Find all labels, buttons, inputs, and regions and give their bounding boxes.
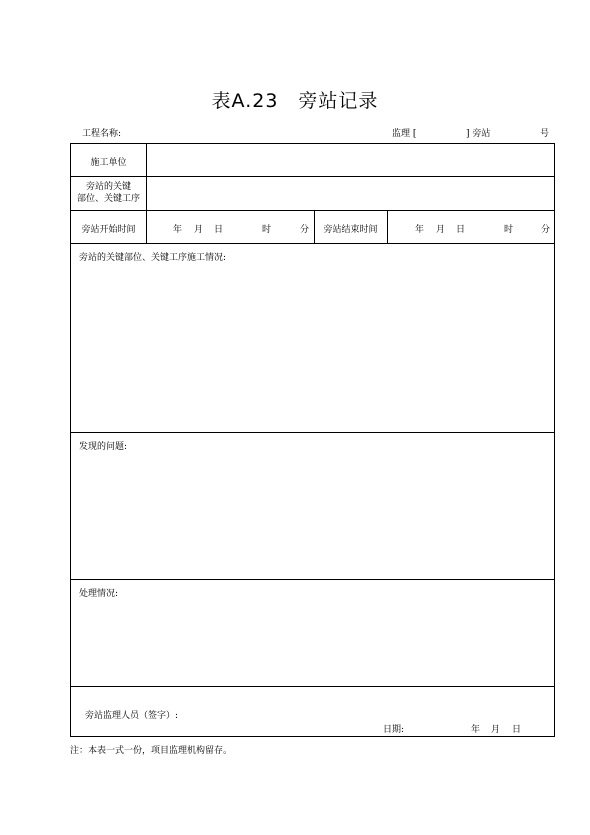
construction-unit-field[interactable] xyxy=(149,148,551,174)
row-divider xyxy=(71,579,554,580)
row-divider xyxy=(71,432,554,433)
handling-field[interactable] xyxy=(77,602,547,680)
start-time-label: 旁站开始时间 xyxy=(81,225,136,235)
start-year-unit: 年 xyxy=(173,225,183,235)
column-divider xyxy=(387,210,388,243)
key-parts-label-line1: 旁站的关键 xyxy=(85,182,131,192)
date-year-unit: 年 xyxy=(471,725,481,735)
row-divider xyxy=(71,176,554,177)
page-title: 表A.23 旁站记录 xyxy=(211,90,379,112)
date-day-unit: 日 xyxy=(512,725,522,735)
situation-label: 旁站的关键部位、关键工序施工情况: xyxy=(79,253,227,263)
handling-label: 处理情况: xyxy=(79,589,119,599)
date-label: 日期: xyxy=(383,725,405,735)
problems-label: 发现的问题: xyxy=(79,442,128,452)
supervision-prefix: 监理 [ xyxy=(392,129,417,139)
construction-unit-label: 施工单位 xyxy=(90,158,127,168)
end-hour-unit: 时 xyxy=(504,225,514,235)
end-day-unit: 日 xyxy=(456,225,466,235)
number-label: 号 xyxy=(540,129,550,139)
start-minute-unit: 分 xyxy=(300,225,310,235)
key-parts-label-line2: 部位、关键工序 xyxy=(76,194,140,204)
start-day-unit: 日 xyxy=(214,225,224,235)
end-minute-unit: 分 xyxy=(541,225,551,235)
date-month-unit: 月 xyxy=(491,725,501,735)
project-name-label: 工程名称: xyxy=(82,129,122,139)
column-divider xyxy=(146,144,147,243)
key-parts-field[interactable] xyxy=(149,180,551,208)
signature-field[interactable] xyxy=(206,704,376,722)
supervision-suffix: ] 旁站 xyxy=(466,129,491,139)
start-hour-unit: 时 xyxy=(262,225,272,235)
problems-field[interactable] xyxy=(77,455,547,573)
footnote: 注：本表一式一份，项目监理机构留存。 xyxy=(70,746,233,756)
row-divider xyxy=(71,210,554,211)
row-divider xyxy=(71,243,554,244)
end-year-unit: 年 xyxy=(415,225,425,235)
record-table xyxy=(70,143,555,737)
signature-label: 旁站监理人员（签字）: xyxy=(85,711,179,721)
start-month-unit: 月 xyxy=(194,225,204,235)
situation-field[interactable] xyxy=(77,266,547,426)
key-parts-label xyxy=(71,181,146,205)
row-divider xyxy=(71,686,554,687)
end-time-label: 旁站结束时间 xyxy=(323,225,378,235)
end-month-unit: 月 xyxy=(436,225,446,235)
